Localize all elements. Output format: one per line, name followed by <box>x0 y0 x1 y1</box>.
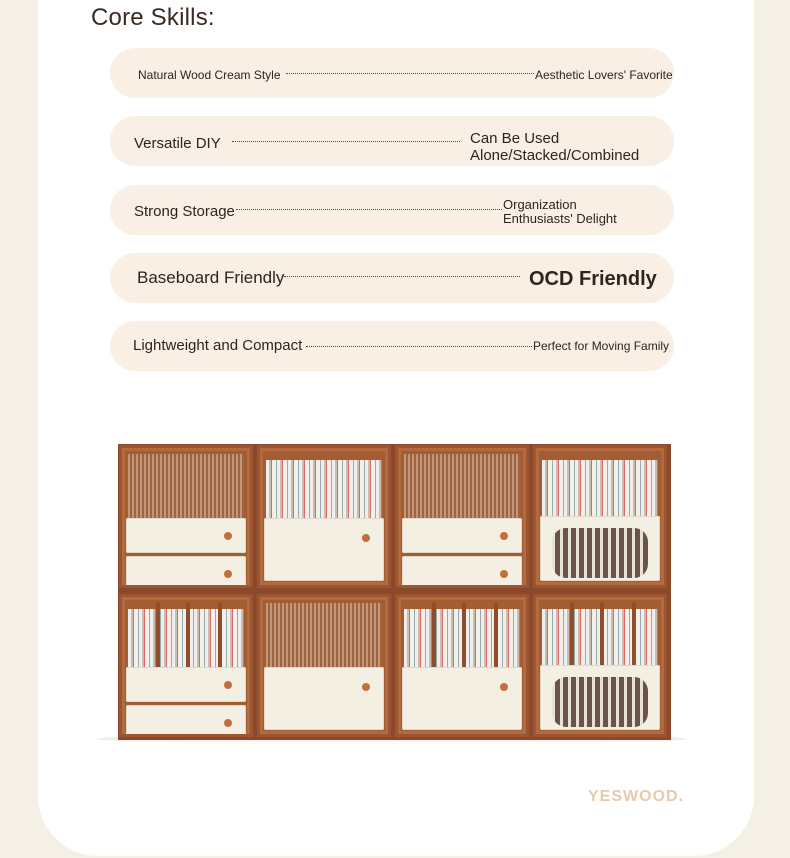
cabinet-drawer <box>126 667 246 702</box>
knob-icon <box>500 570 508 578</box>
skill-benefit: Aesthetic Lovers' Favorite <box>535 68 673 82</box>
cabinet-cube <box>533 594 667 737</box>
cabinet-door <box>264 518 384 581</box>
cabinet-cube <box>119 594 253 737</box>
product-image <box>118 444 671 740</box>
knob-icon <box>224 532 232 540</box>
fluted-glass <box>128 454 244 520</box>
knob-icon <box>500 532 508 540</box>
cabinet-door <box>402 667 522 730</box>
knob-icon <box>362 683 370 691</box>
skill-benefit: Can Be Used Alone/Stacked/Combined <box>470 130 640 164</box>
skill-label: Versatile DIY <box>134 135 221 152</box>
dotted-leader <box>232 141 460 142</box>
dotted-leader <box>236 209 502 210</box>
skill-label: Baseboard Friendly <box>137 268 285 287</box>
knob-icon <box>500 683 508 691</box>
cabinet-drawer <box>126 705 246 737</box>
cabinet-drawer <box>126 556 246 588</box>
cabinet-door <box>540 516 660 581</box>
fluted-glass <box>404 454 520 520</box>
skill-benefit: Perfect for Moving Family <box>533 339 670 353</box>
books <box>542 460 658 518</box>
skill-benefit: Organization Enthusiasts' Delight <box>503 197 617 227</box>
cabinet-door <box>540 665 660 730</box>
skill-row <box>110 321 674 371</box>
books <box>266 460 382 518</box>
cabinet-cube <box>395 594 529 737</box>
dotted-leader <box>284 276 520 277</box>
knob-icon <box>362 534 370 542</box>
cabinet-cube <box>395 445 529 588</box>
skill-label: Strong Storage <box>134 203 235 220</box>
knob-icon <box>224 719 232 727</box>
cabinet-door <box>264 667 384 730</box>
dotted-leader <box>306 346 532 347</box>
cabinet-cube <box>257 594 391 737</box>
cabinet-drawer <box>402 556 522 588</box>
skill-label: Lightweight and Compact <box>133 337 303 354</box>
knob-icon <box>224 681 232 689</box>
skill-benefit: OCD Friendly <box>529 268 657 290</box>
skill-row <box>110 185 674 235</box>
skill-row <box>110 116 674 166</box>
skill-label: Natural Wood Cream Style <box>138 68 281 82</box>
cabinet-cube <box>119 445 253 588</box>
cabinet-drawer <box>402 518 522 553</box>
skill-row <box>110 253 674 303</box>
door-window <box>552 677 648 727</box>
dotted-leader <box>286 73 534 74</box>
cabinet-cube <box>533 445 667 588</box>
fluted-glass <box>266 603 382 669</box>
knob-icon <box>224 570 232 578</box>
skill-row <box>110 48 674 98</box>
cabinet-drawer <box>126 518 246 553</box>
brand-logo: YESWOOD. <box>588 788 685 805</box>
cabinet-cube <box>257 445 391 588</box>
section-title: Core Skills: <box>91 4 215 31</box>
door-window <box>552 528 648 578</box>
